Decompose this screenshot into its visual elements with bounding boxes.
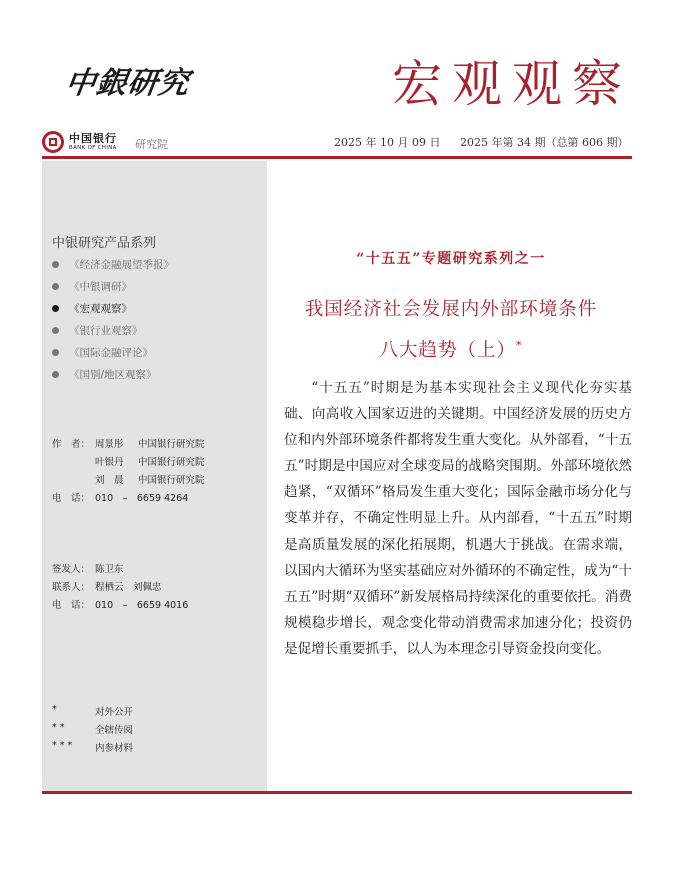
legend-row	[52, 704, 133, 718]
contacts-names: 程栖云 刘佩忠	[95, 582, 162, 593]
author-phone-row	[52, 490, 188, 504]
article-abstract: “十五五”时期是为基本实现社会主义现代化夯实基础、向高收入国家迈进的关键期。中国经济发展的历史方位和内外部环境条件都将发生重大变化。从外部看，“十五五”时期是中国应对全球变局的战略突围期。外部环境依然趋紧，“双循环”格局发生重大变化；国际金融市场分化与变革并存，不确定性明显上升。从内部看，“十五五”时期是高质量发展的深化拓展期，机遇大于挑战。在需求端，以国内大循环为坚实基础应对外循环的不确定性，成为“十五五”时期“双循环”新发展格局持续深化的重要依托。消费规模稳步增长，观念变化带动消费需求加速分化；投资仍是促增长重要抓手，以人为本理念引导资金投向变化。	[284, 380, 632, 657]
author-org: 中国银行研究院	[138, 439, 205, 450]
legend-row	[52, 722, 133, 736]
legend-stars: ***	[52, 740, 76, 751]
series-item-label: 《银行业观察》	[69, 325, 143, 337]
bullet-icon	[52, 305, 59, 312]
report-title: 宏观观察	[392, 55, 632, 113]
bullet-icon	[52, 261, 59, 268]
legend-row	[52, 740, 133, 754]
series-item-country-observation	[52, 367, 157, 382]
header-divider	[42, 156, 632, 159]
authors-label: 作 者：	[52, 439, 91, 450]
brand-calligraphy-logo: 中銀研究	[63, 66, 192, 101]
logo-english-name: BANK OF CHINA	[69, 144, 117, 151]
author-row	[52, 436, 205, 450]
logo-chinese-name: 中国银行	[69, 131, 117, 145]
issue-number: 2025 年第 34 期（总第 606 期）	[460, 136, 629, 149]
series-item-macro-observation	[52, 301, 132, 316]
series-item-research	[52, 279, 132, 294]
phone-label: 电 话：	[52, 600, 91, 611]
phone-label: 电 话：	[52, 493, 91, 504]
contacts-row	[52, 579, 162, 593]
legend-label: 全辖传阅	[95, 725, 134, 736]
series-item-label: 《中银调研》	[69, 281, 132, 293]
series-item-label: 《国别/地区观察》	[69, 369, 157, 381]
bank-of-china-logo	[42, 128, 117, 156]
legend-stars: **	[52, 722, 68, 733]
series-item-label: 《国际金融评论》	[69, 347, 153, 359]
bullet-icon	[52, 283, 59, 290]
signer-row	[52, 561, 124, 575]
bullet-icon	[52, 327, 59, 334]
article-title-line-2	[270, 336, 632, 362]
contacts-label: 联系人：	[52, 582, 91, 593]
series-item-economic-outlook	[52, 257, 174, 272]
author-org: 中国银行研究院	[138, 457, 205, 468]
bullet-icon	[52, 349, 59, 356]
series-item-label: 《宏观观察》	[69, 303, 132, 315]
bullet-icon	[52, 371, 59, 378]
legend-label: 对外公开	[95, 707, 134, 718]
author-org: 中国银行研究院	[138, 475, 205, 486]
author-row	[95, 454, 205, 468]
title-footnote-marker: *	[516, 338, 523, 352]
signer-name: 陈卫东	[95, 564, 124, 575]
legend-stars: *	[52, 704, 60, 715]
issue-date: 2025 年 10 月 09 日	[334, 136, 441, 149]
author-name: 叶银丹	[95, 457, 124, 468]
author-row	[95, 472, 205, 486]
contact-phone-row	[52, 597, 188, 611]
author-name: 刘 晨	[95, 475, 124, 486]
legend-label: 内参材料	[95, 743, 134, 754]
contact-phone: 010 – 6659 4016	[95, 600, 189, 611]
series-subtitle: “十五五”专题研究系列之一	[356, 251, 546, 267]
series-item-international-finance	[52, 345, 153, 360]
series-item-banking-observation	[52, 323, 143, 338]
signer-label: 签发人：	[52, 564, 91, 575]
series-item-label: 《经济金融展望季报》	[69, 259, 174, 271]
footer-divider	[42, 791, 632, 794]
bank-of-china-emblem-icon	[42, 131, 64, 153]
institute-label: 研究院	[135, 138, 168, 151]
author-name: 周景彤	[95, 439, 124, 450]
article-title-text: 八大趋势（上）	[379, 340, 516, 361]
series-heading: 中银研究产品系列	[52, 236, 157, 251]
author-phone: 010 – 6659 4264	[95, 493, 189, 504]
article-title-line-1: 我国经济社会发展内外部环境条件	[304, 299, 598, 320]
